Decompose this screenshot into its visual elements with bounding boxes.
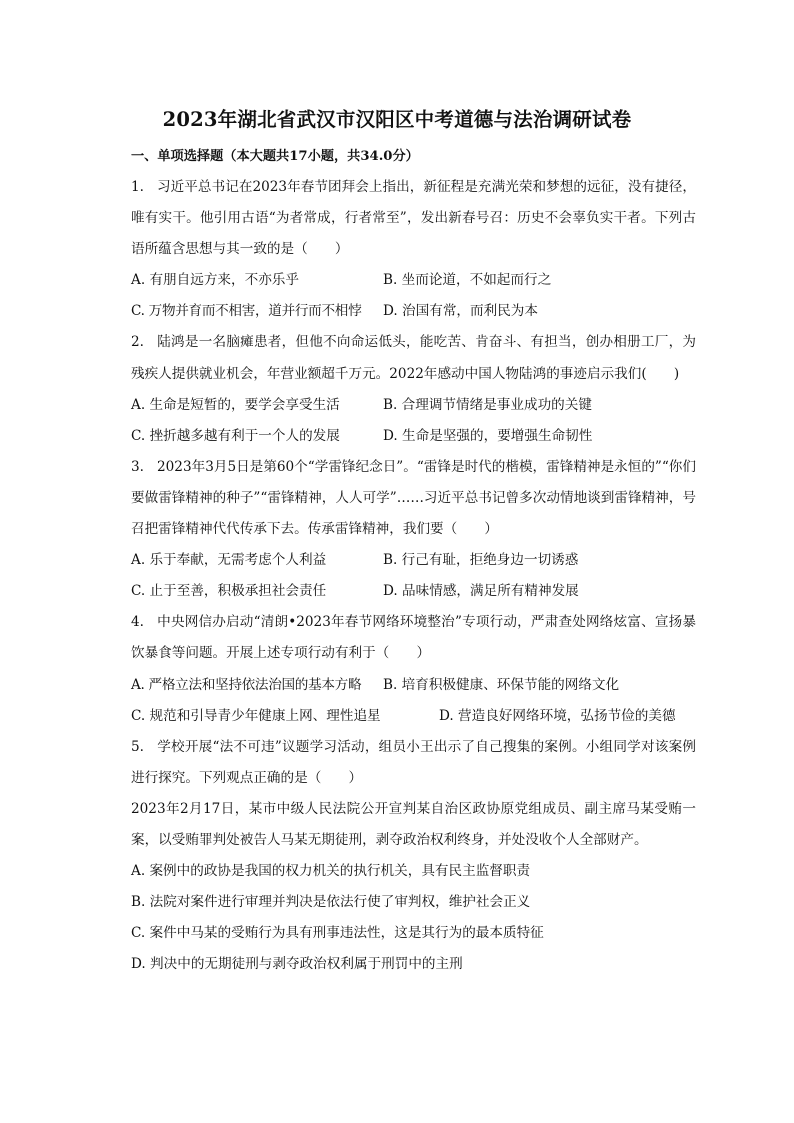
- option-row: [131, 576, 696, 607]
- option-c: C. 止于至善，积极承担社会责任: [131, 583, 327, 600]
- question-list: [131, 172, 696, 980]
- option-a: A. 乐于奉献，无需考虑个人利益: [131, 552, 327, 569]
- question-stem: [131, 607, 696, 669]
- section-heading: 一、单项选择题（本大题共17小题，共34.0分）: [131, 149, 419, 164]
- question-number: 3.: [131, 458, 144, 475]
- question-stem: [131, 327, 696, 389]
- option-a: A. 严格立法和坚持依法治国的基本方略: [131, 676, 362, 693]
- question-number: 2.: [131, 334, 144, 351]
- option-c: C. 规范和引导青少年健康上网、理性追星: [131, 707, 381, 724]
- option-d: D. 生命是坚强的，要增强生命韧性: [383, 427, 593, 444]
- question-text: 习近平总书记在2023年春节团拜会上指出，新征程是充满光荣和梦想的远征，没有捷径，唯有实干。他引用古语“为者常成，行者常至”，发出新春号召：历史不会辜负实干者。下列古语所蕴含思想与其一致的是（ ）: [131, 179, 696, 258]
- option-c: C. 万物并育而不相害，道并行而不相悖: [131, 303, 362, 320]
- option-b: B. 行己有耻，拒绝身边一切诱惑: [383, 552, 579, 569]
- option-c: C. 挫折越多越有利于一个人的发展: [131, 427, 340, 444]
- option-a: A. 案例中的政协是我国的权力机关的执行机关，具有民主监督职责: [131, 863, 531, 880]
- question-number: 4.: [131, 614, 144, 631]
- option-row: [131, 701, 696, 732]
- option-row: [131, 296, 696, 327]
- option-d: D. 治国有常，而利民为本: [383, 303, 538, 320]
- option-row: [131, 265, 696, 296]
- option-b: B. 合理调节情绪是事业成功的关键: [383, 396, 592, 413]
- option-d: D. 品味情感，满足所有精神发展: [383, 583, 579, 600]
- question-text: 学校开展“法不可违”议题学习活动，组员小王出示了自己搜集的案例。小组同学对该案例进行探究。下列观点正确的是（ ）: [131, 738, 696, 786]
- question-text: 中央网信办启动“清朗•2023年春节网络环境整治”专项行动，严肃查处网络炫富、宣扬暴饮暴食等问题。开展上述专项行动有利于（ ）: [131, 614, 696, 662]
- case-material: 2023年2月17日，某市中级人民法院公开宣判某自治区政协原党组成员、副主席马某受贿一案，以受贿罪判处被告人马某无期徒刑，剥夺政治权利终身，并处没收个人全部财产。: [131, 800, 696, 848]
- option-row: [131, 545, 696, 576]
- option-d: D. 营造良好网络环境，弘扬节俭的美德: [439, 707, 676, 724]
- question-number: 5.: [131, 738, 144, 755]
- question-stem: [131, 452, 696, 545]
- question-text: 2023年3月5日是第60个“学雷锋纪念日”。“雷锋是时代的楷模，雷锋精神是永恒的”“你们要做雷锋精神的种子”“雷锋精神，人人可学”……习近平总书记曾多次动情地谈到雷锋精神，号召把雷锋精神代代传承下去。传承雷锋精神，我们要（ ）: [131, 458, 696, 538]
- option-a: A. 有朋自远方来，不亦乐乎: [131, 272, 299, 289]
- page-title: 2023年湖北省武汉市汉阳区中考道德与法治调研试卷: [162, 108, 632, 131]
- question-number: 1.: [131, 179, 144, 195]
- option-a: A. 生命是短暂的，要学会享受生活: [131, 396, 340, 413]
- option-b: B. 培育积极健康、环保节能的网络文化: [383, 676, 620, 693]
- option-row: [131, 421, 696, 452]
- option-d: D. 判决中的无期徒刑与剥夺政治权利属于刑罚中的主刑: [131, 956, 463, 973]
- option-b: B. 坐而论道，不如起而行之: [383, 272, 552, 289]
- question-stem: [131, 172, 696, 265]
- option-c: C. 案件中马某的受贿行为具有刑事违法性，这是其行为的最本质特征: [131, 925, 544, 942]
- option-row: [131, 390, 696, 421]
- option-row: [131, 670, 696, 701]
- question-text: 陆鸿是一名脑瘫患者，但他不向命运低头，能吃苦、肯奋斗、有担当，创办相册工厂，为残疾人提供就业机会，年营业额超千万元。2022年感动中国人物陆鸿的事迹启示我们( ): [131, 334, 696, 382]
- option-b: B. 法院对案件进行审理并判决是依法行使了审判权，维护社会正义: [131, 894, 531, 911]
- question-stem: [131, 732, 696, 794]
